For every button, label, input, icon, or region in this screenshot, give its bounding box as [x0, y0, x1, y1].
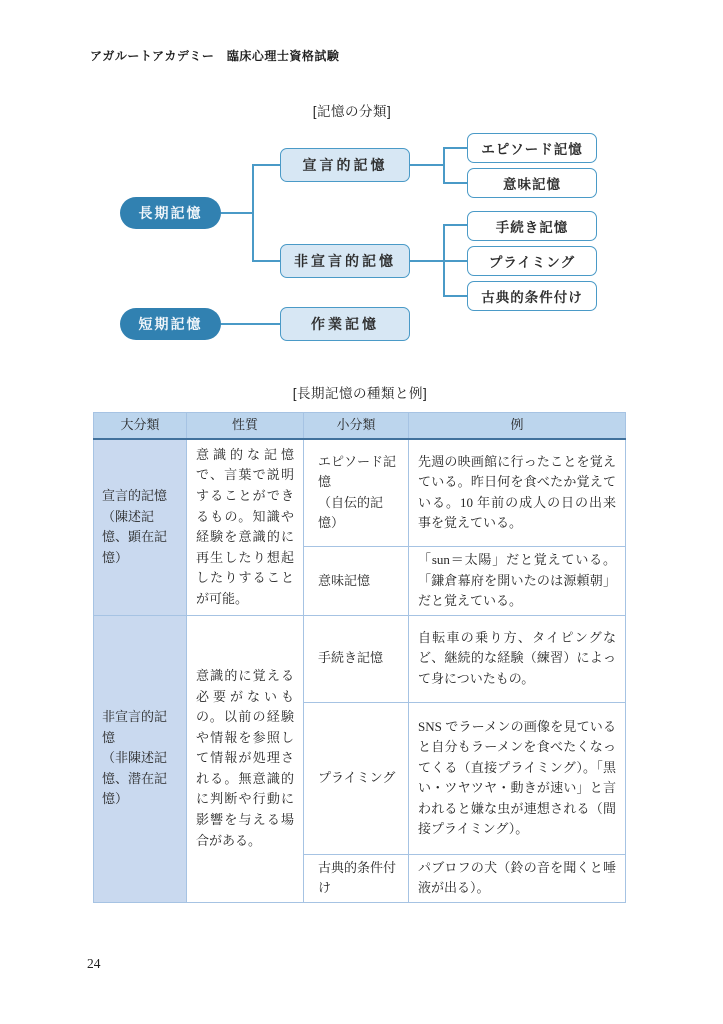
connector-line: [410, 260, 445, 262]
header-subcategory: 小分類: [304, 413, 409, 439]
header-example: 例: [409, 413, 626, 439]
subcategory-note: （自伝的記憶）: [318, 494, 384, 531]
cell-sub-procedural: 手続き記憶: [304, 615, 409, 702]
cell-category-nondeclarative: [94, 615, 187, 902]
page-header: アガルートアカデミー 臨床心理士資格試験: [90, 49, 340, 63]
cell-category-declarative: [94, 439, 187, 616]
header-nature: 性質: [187, 413, 304, 439]
connector-line: [443, 147, 467, 149]
connector-line: [410, 164, 445, 166]
cell-example-episodic: 先週の映画館に行ったことを覚えている。昨日何を食べたか覚えている。10 年前の成人の日の出来事を覚えている。: [409, 439, 626, 547]
node-semantic-memory: 意味記憶: [467, 168, 597, 198]
connector-line: [252, 260, 280, 262]
table-row: [94, 439, 626, 547]
cell-nature-nondeclarative: 意識的に覚える必要がないもの。以前の経験や情報を参照して情報が処理される。無意識的に判断や行動に影響を与える場合がある。: [187, 615, 304, 902]
node-short-term-memory: 短期記憶: [120, 308, 221, 340]
connector-line: [252, 164, 280, 166]
page-number: 24: [87, 956, 101, 971]
cell-nature-declarative: 意識的な記憶で、言葉で説明することができるもの。知識や経験を意識的に再生したり想起したりすることが可能。: [187, 439, 304, 616]
cell-sub-episodic: [304, 439, 409, 547]
connector-line: [443, 182, 467, 184]
connector-line: [221, 323, 280, 325]
connector-line: [252, 164, 254, 262]
category-label: 宣言的記憶: [102, 488, 168, 504]
connector-line: [443, 260, 467, 262]
connector-line: [221, 212, 252, 214]
node-declarative-memory: 宣言的記憶: [280, 148, 410, 182]
node-procedural-memory: 手続き記憶: [467, 211, 597, 241]
cell-sub-classical: 古典的条件付け: [304, 854, 409, 902]
node-classical-conditioning: 古典的条件付け: [467, 281, 597, 311]
category-label: 非宣言的記憶: [102, 709, 168, 745]
header-category: 大分類: [94, 413, 187, 439]
category-note: （非陳述記憶、潜在記憶）: [102, 750, 168, 807]
category-note: （陳述記憶、顕在記憶）: [102, 508, 168, 565]
cell-example-procedural: 自転車の乗り方、タイピングなど、継続的な経験（練習）によって身についたもの。: [409, 615, 626, 702]
table-header-row: [94, 413, 626, 439]
cell-sub-semantic: 意味記憶: [304, 547, 409, 616]
node-episodic-memory: エピソード記憶: [467, 133, 597, 163]
connector-line: [443, 224, 467, 226]
connector-line: [443, 147, 445, 184]
diagram-title: [記憶の分類]: [312, 104, 392, 119]
cell-example-semantic: 「sun＝太陽」だと覚えている。「鎌倉幕府を開いたのは源頼朝」だと覚えている。: [409, 547, 626, 616]
cell-example-priming: SNS でラーメンの画像を見ていると自分もラーメンを食べたくなってくる（直接プライミング）。「黒い・ツヤツヤ・動きが速い」と言われると嫌な虫が連想される（間接プライミング）。: [409, 702, 626, 854]
connector-line: [443, 295, 467, 297]
cell-example-classical: パブロフの犬（鈴の音を聞くと唾液が出る）。: [409, 854, 626, 902]
node-priming: プライミング: [467, 246, 597, 276]
node-working-memory: 作業記憶: [280, 307, 410, 341]
table-row: [94, 615, 626, 702]
memory-types-table: [93, 412, 626, 903]
node-nondeclarative-memory: 非宣言的記憶: [280, 244, 410, 278]
subcategory-label: エピソード記憶: [318, 453, 397, 490]
table-title: [長期記憶の種類と例]: [292, 386, 428, 401]
cell-sub-priming: プライミング: [304, 702, 409, 854]
node-long-term-memory: 長期記憶: [120, 197, 221, 229]
